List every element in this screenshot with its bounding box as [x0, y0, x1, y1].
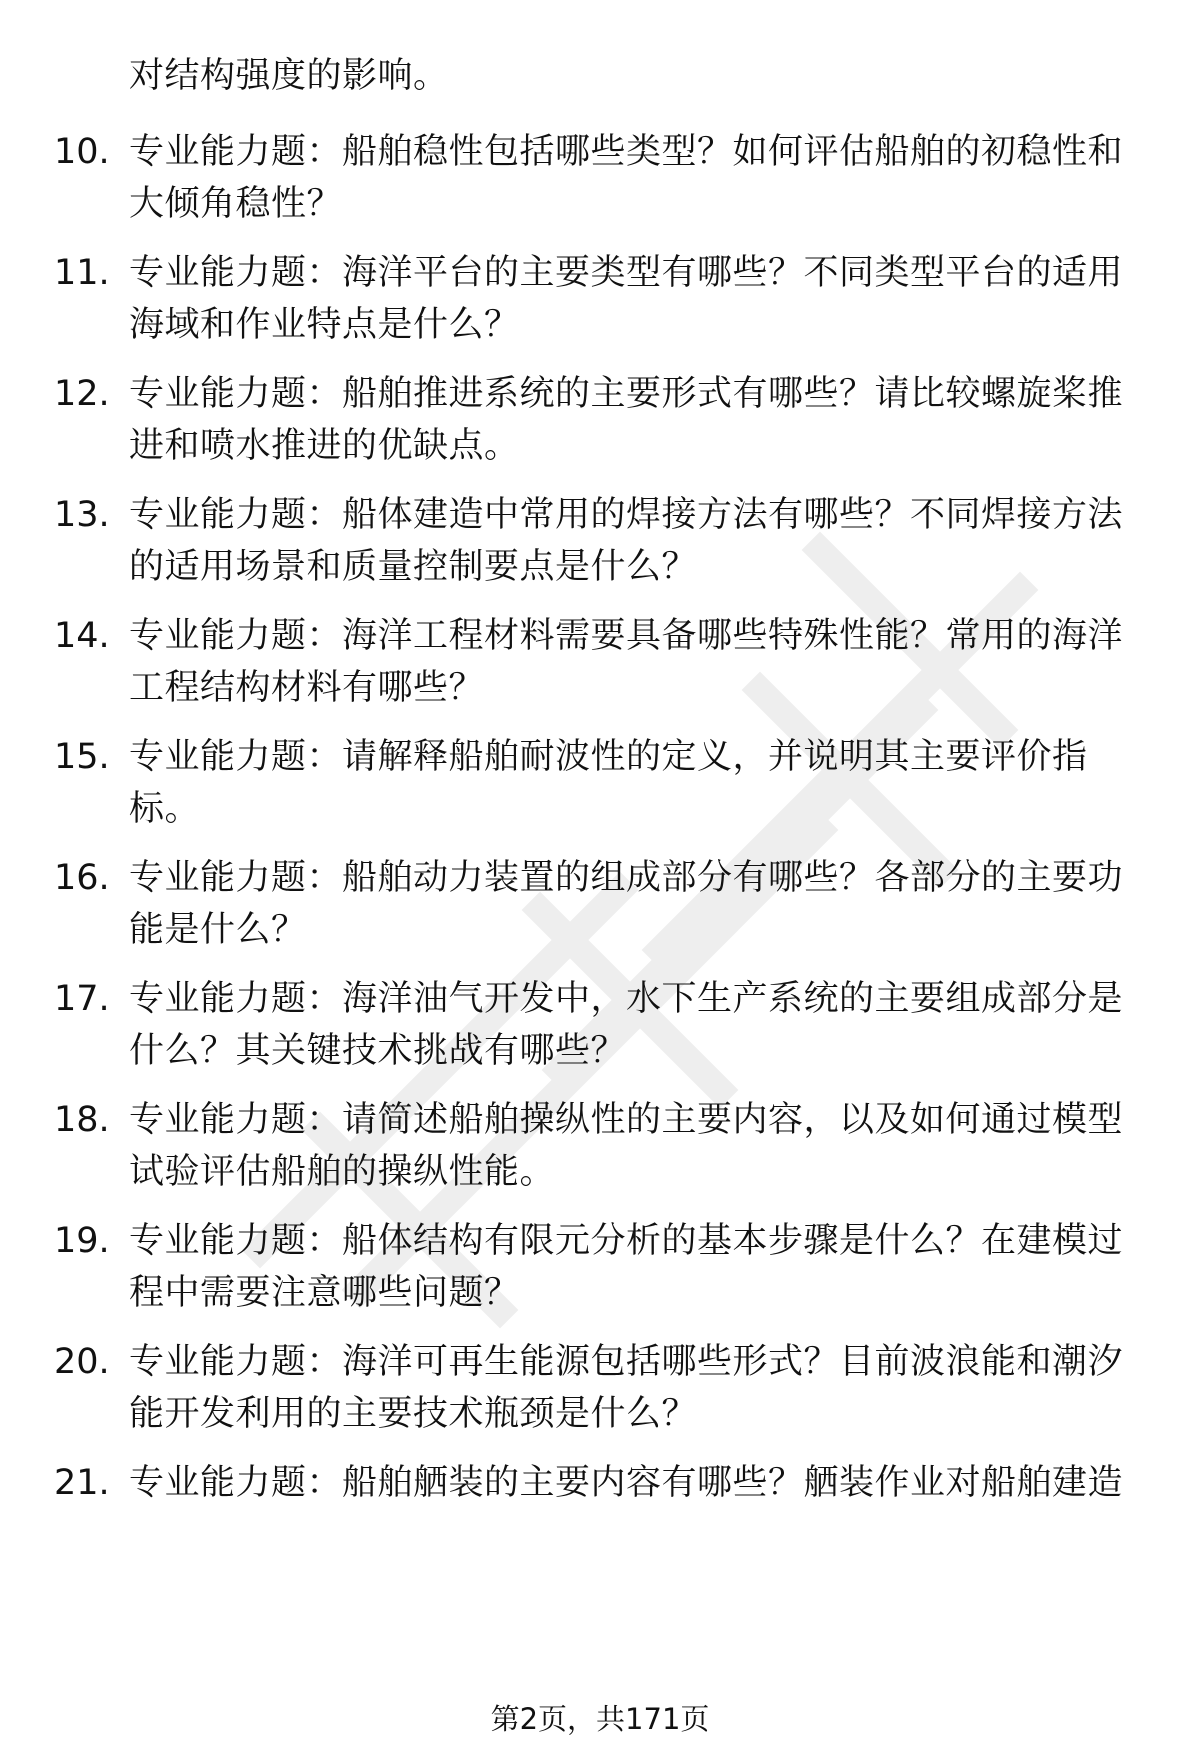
question-number: 11.: [54, 253, 110, 293]
question-text-line2: 进和喷水推进的优缺点。: [129, 426, 520, 466]
continuation-text: 对结构强度的影响。: [129, 56, 449, 96]
question-text-line1: 专业能力题：船舶动力装置的组成部分有哪些？各部分的主要功: [129, 858, 1124, 898]
question-text-line2: 工程结构材料有哪些？: [129, 668, 485, 708]
question-number: 19.: [54, 1221, 110, 1261]
question-text-line1: 专业能力题：船舶推进系统的主要形式有哪些？请比较螺旋桨推: [129, 374, 1124, 414]
question-text-line1: 专业能力题：海洋油气开发中，水下生产系统的主要组成部分是: [129, 979, 1124, 1019]
question-number: 15.: [54, 737, 110, 777]
question-text-line2: 标。: [129, 789, 201, 829]
question-text-line1: 专业能力题：海洋可再生能源包括哪些形式？目前波浪能和潮汐: [129, 1342, 1124, 1382]
question-number: 10.: [54, 132, 110, 172]
question-text-line2: 海域和作业特点是什么？: [129, 305, 520, 345]
question-text-line1: 专业能力题：船体建造中常用的焊接方法有哪些？不同焊接方法: [129, 495, 1124, 535]
question-number: 21.: [54, 1463, 110, 1503]
question-number: 17.: [54, 979, 110, 1019]
question-number: 16.: [54, 858, 110, 898]
question-number: 20.: [54, 1342, 110, 1382]
question-text-line1: 专业能力题：请解释船舶耐波性的定义，并说明其主要评价指: [129, 737, 1088, 777]
question-text-line2: 的适用场景和质量控制要点是什么？: [129, 547, 698, 587]
question-text-line2: 能是什么？: [129, 910, 307, 950]
question-text-line1: 专业能力题：海洋工程材料需要具备哪些特殊性能？常用的海洋: [129, 616, 1124, 656]
question-text-line2: 能开发利用的主要技术瓶颈是什么？: [129, 1394, 698, 1434]
question-text-line2: 大倾角稳性？: [129, 184, 343, 224]
question-number: 14.: [54, 616, 110, 656]
question-text-line2: 程中需要注意哪些问题？: [129, 1273, 520, 1313]
question-text-line1: 专业能力题：海洋平台的主要类型有哪些？不同类型平台的适用: [129, 253, 1124, 293]
question-number: 12.: [54, 374, 110, 414]
page-footer: 第2页，共171页: [490, 1702, 710, 1736]
question-text-line2: 试验评估船舶的操纵性能。: [129, 1152, 556, 1192]
question-number: 18.: [54, 1100, 110, 1140]
question-text-line1: 专业能力题：船舶舾装的主要内容有哪些？舾装作业对船舶建造: [129, 1463, 1124, 1503]
question-text-line1: 专业能力题：船体结构有限元分析的基本步骤是什么？在建模过: [129, 1221, 1124, 1261]
question-number: 13.: [54, 495, 110, 535]
question-text-line1: 专业能力题：船舶稳性包括哪些类型？如何评估船舶的初稳性和: [129, 132, 1124, 172]
question-text-line2: 什么？其关键技术挑战有哪些？: [129, 1031, 627, 1071]
question-text-line1: 专业能力题：请简述船舶操纵性的主要内容，以及如何通过模型: [129, 1100, 1124, 1140]
